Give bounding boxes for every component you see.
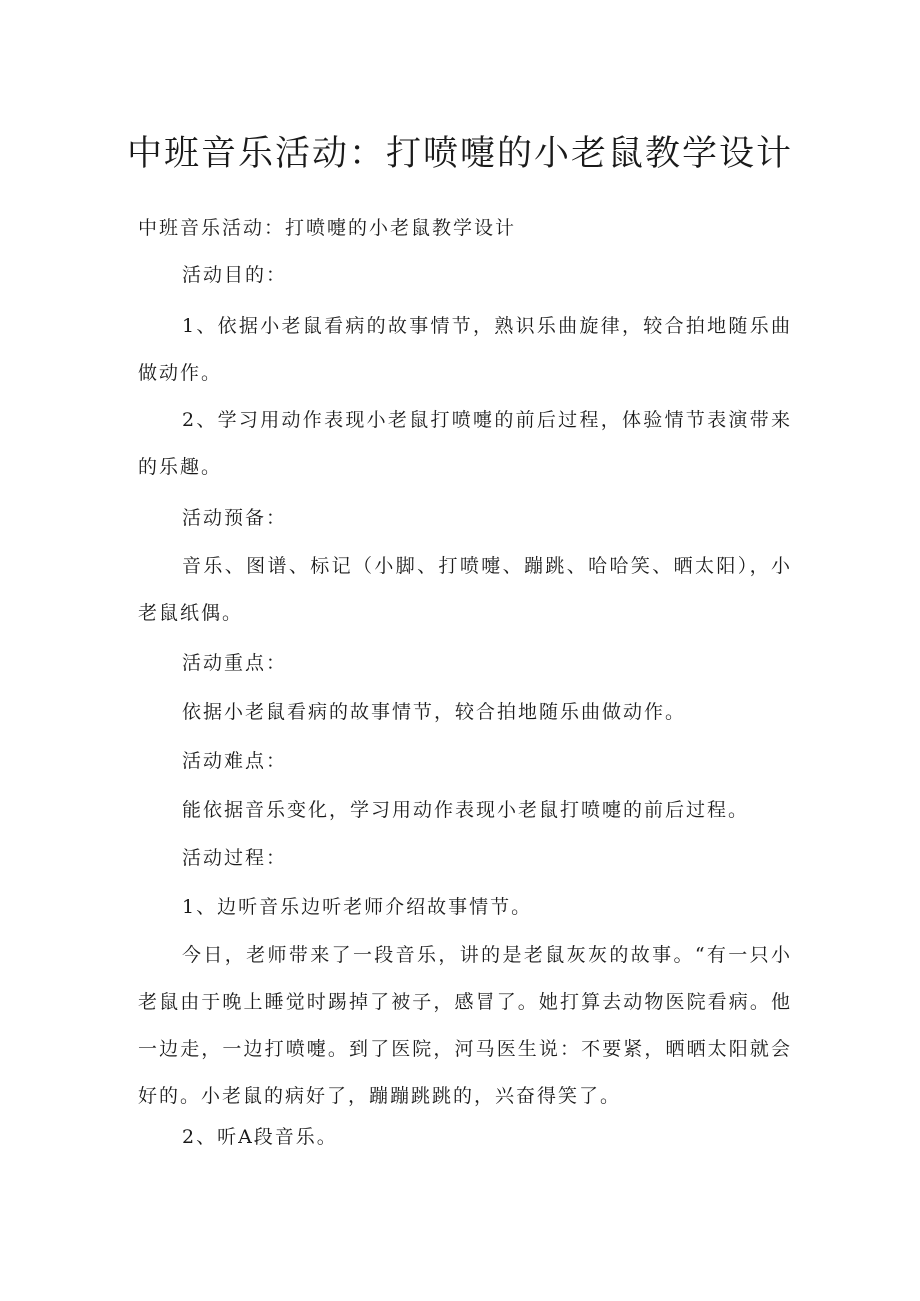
process-heading: 活动过程： (182, 847, 288, 869)
key-heading: 活动重点： (182, 652, 288, 674)
story-paragraph: 今日，老师带来了一段音乐，讲的是老鼠灰灰的故事。“有一只小老鼠由于晚上睡觉时踢掉了被子，感冒了。她打算去动物医院看病。他一边走，一边打喷嚏。到了医院，河马医生说：不要紧，晒晒太阳就会好的。小老鼠的病好了，蹦蹦跳跳的，兴奋得笑了。 (138, 944, 792, 1107)
goal-item-2: 2、学习用动作表现小老鼠打喷嚏的前后过程，体验情节表演带来的乐趣。 (138, 409, 792, 478)
document-subtitle: 中班音乐活动：打喷嚏的小老鼠教学设计 (138, 217, 517, 239)
document-title: 中班音乐活动：打喷嚏的小老鼠教学设计 (126, 134, 793, 174)
difficult-heading: 活动难点： (182, 750, 288, 772)
goal-heading: 活动目的： (182, 264, 288, 286)
key-text: 依据小老鼠看病的故事情节，较合拍地随乐曲做动作。 (182, 701, 687, 723)
goal-item-1: 1、依据小老鼠看病的故事情节，熟识乐曲旋律，较合拍地随乐曲做动作。 (138, 315, 792, 384)
prep-heading: 活动预备： (182, 507, 288, 529)
difficult-text: 能依据音乐变化，学习用动作表现小老鼠打喷嚏的前后过程。 (182, 799, 750, 821)
process-step-1: 1、边听音乐边听老师介绍故事情节。 (182, 896, 533, 918)
prep-text: 音乐、图谱、标记（小脚、打喷嚏、蹦跳、哈哈笑、晒太阳），小老鼠纸偶。 (138, 555, 792, 624)
process-step-2: 2、听A段音乐。 (182, 1126, 338, 1148)
